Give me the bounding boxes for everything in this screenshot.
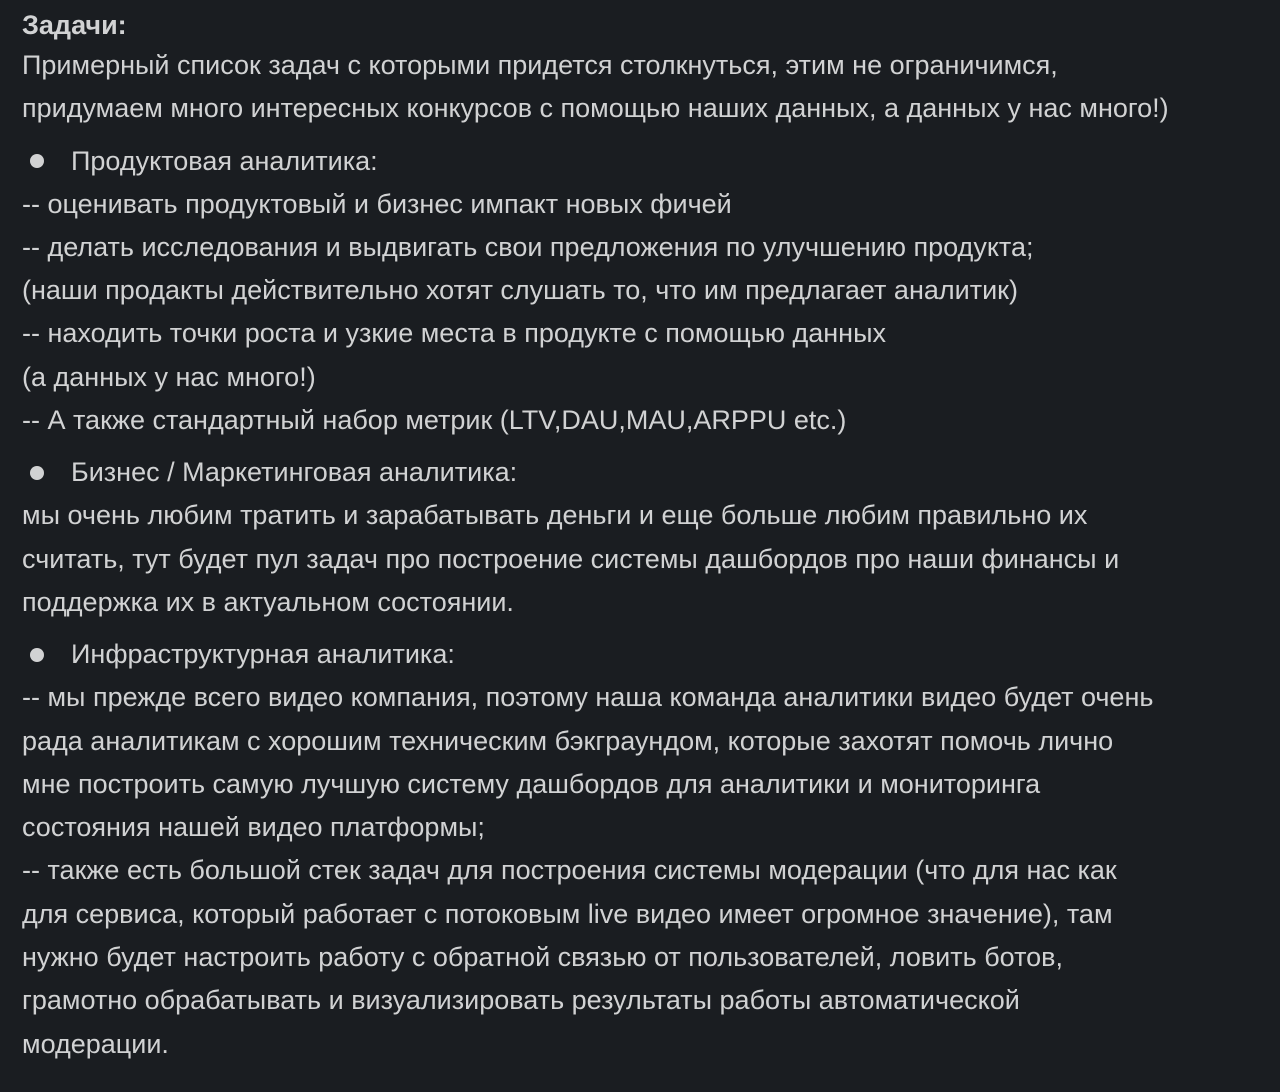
section-line: мне построить самую лучшую систему дашбордов для аналитики и мониторинга bbox=[22, 768, 1041, 799]
section-line: -- оценивать продуктовый и бизнес импакт новых фичей bbox=[22, 188, 732, 219]
section-line: -- делать исследования и выдвигать свои предложения по улучшению продукта; bbox=[22, 231, 1034, 262]
section-line: считать, тут будет пул задач про построение системы дашбордов про наши финансы и bbox=[22, 543, 1120, 574]
section-line: для сервиса, который работает с потоковым live видео имеет огромное значение), там bbox=[22, 898, 1113, 929]
bullet-icon bbox=[30, 648, 44, 662]
section-heading-label: Продуктовая аналитика: bbox=[71, 145, 378, 176]
section-line: грамотно обрабатывать и визуализировать результаты работы автоматической bbox=[22, 985, 1020, 1016]
section-heading-business bbox=[22, 451, 1280, 494]
section-line: модерации. bbox=[22, 1028, 169, 1059]
section-line: нужно будет настроить работу с обратной связью от пользователей, ловить ботов, bbox=[22, 942, 1064, 973]
section-line: -- находить точки роста и узкие места в продукте с помощью данных bbox=[22, 318, 886, 349]
section-heading-infrastructure bbox=[22, 633, 1280, 676]
section-line: -- А также стандартный набор метрик (LTV,DAU,MAU,ARPPU etc.) bbox=[22, 405, 847, 436]
section-line: состояния нашей видео платформы; bbox=[22, 812, 485, 843]
section-line: рада аналитикам с хорошим техническим бэкграундом, которые захотят помочь лично bbox=[22, 725, 1114, 756]
intro-line: придумаем много интересных конкурсов с помощью наших данных, а данных у нас много!) bbox=[22, 93, 1169, 124]
section-line: мы очень любим тратить и зарабатывать деньги и еще больше любим правильно их bbox=[22, 500, 1088, 531]
section-line: (а данных у нас много!) bbox=[22, 361, 316, 392]
section-line: поддержка их в актуальном состоянии. bbox=[22, 586, 514, 617]
message-title: Задачи: bbox=[22, 10, 127, 40]
intro-line: Примерный список задач с которыми придется столкнуться, этим не ограничимся, bbox=[22, 50, 1058, 80]
section-heading-label: Бизнес / Маркетинговая аналитика: bbox=[71, 457, 518, 488]
bullet-icon bbox=[30, 466, 44, 480]
section-line: -- мы прежде всего видео компания, поэтому наша команда аналитики видео будет очень bbox=[22, 682, 1154, 713]
section-line: (наши продакты действительно хотят слушать то, что им предлагает аналитик) bbox=[22, 275, 1018, 306]
section-line: -- также есть большой стек задач для построения системы модерации (что для нас как bbox=[22, 855, 1117, 886]
section-heading-label: Инфраструктурная аналитика: bbox=[71, 639, 455, 670]
section-heading-product bbox=[22, 140, 1280, 183]
bullet-icon bbox=[30, 154, 44, 168]
